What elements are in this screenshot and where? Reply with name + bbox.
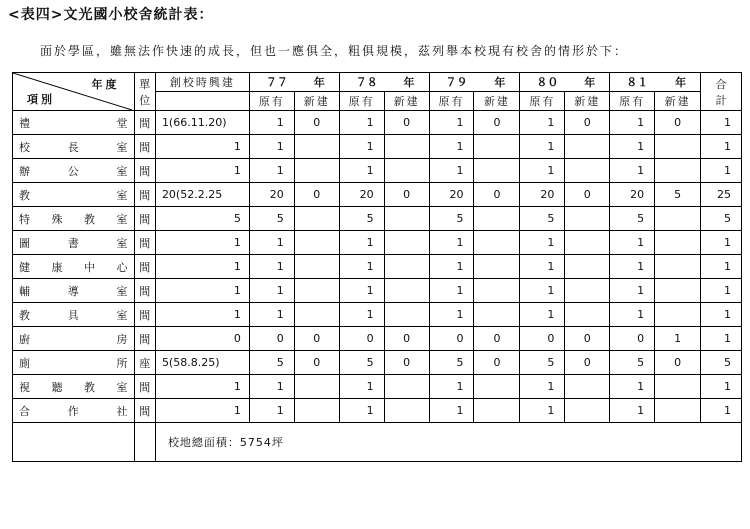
new-cell [294,303,339,327]
new-cell [565,207,610,231]
new-cell [294,279,339,303]
unit-cell: 間 [134,279,155,303]
total-cell: 25 [701,183,742,207]
row-label: 輔 導 室 [13,279,135,303]
unit-cell: 間 [134,255,155,279]
year-header-78: ７８ 年 [339,73,429,92]
new-cell [655,255,701,279]
site-area-spacer [134,423,155,462]
existing-cell: 1 [339,231,384,255]
intro-paragraph: 面於學區，雖無法作快速的成長，但也一應俱全，粗俱規模，茲列舉本校現有校舍的情形於下： [40,44,629,58]
existing-cell: 1 [610,303,655,327]
new-cell [384,231,429,255]
new-cell: 0 [655,111,701,135]
existing-cell: 1 [429,111,474,135]
table-row [13,303,742,327]
new-cell [474,303,520,327]
new-cell [655,135,701,159]
row-label: 特 殊 教 室 [13,207,135,231]
new-cell [565,303,610,327]
unit-cell: 間 [134,135,155,159]
founding-cell: 0 [155,327,249,351]
existing-cell: 1 [339,399,384,423]
new-cell [565,231,610,255]
existing-cell: 1 [339,111,384,135]
existing-cell: 0 [429,327,474,351]
new-cell: 0 [384,183,429,207]
existing-cell: 1 [610,279,655,303]
new-cell [474,255,520,279]
existing-cell: 1 [520,135,565,159]
existing-cell: 1 [429,255,474,279]
founding-cell: 5 [155,207,249,231]
sub-existing: 原有 [610,92,655,111]
corner-header [13,73,135,111]
sub-existing: 原有 [249,92,294,111]
row-label: 健 康 中 心 [13,255,135,279]
new-cell: 5 [655,183,701,207]
existing-cell: 1 [339,159,384,183]
new-cell [294,231,339,255]
building-stats-table [12,72,742,462]
founding-sub-empty [155,92,249,111]
existing-cell: 1 [429,135,474,159]
existing-cell: 1 [249,303,294,327]
existing-cell: 5 [339,207,384,231]
unit-cell: 間 [134,159,155,183]
new-cell [655,399,701,423]
total-cell: 1 [701,255,742,279]
existing-cell: 5 [610,351,655,375]
new-cell: 0 [474,183,520,207]
new-cell [474,399,520,423]
existing-cell: 5 [429,351,474,375]
sub-new: 新建 [474,92,520,111]
sub-new: 新建 [565,92,610,111]
new-cell [655,375,701,399]
existing-cell: 0 [520,327,565,351]
unit-cell: 間 [134,327,155,351]
sub-new: 新建 [384,92,429,111]
existing-cell: 1 [249,279,294,303]
new-cell: 0 [655,351,701,375]
row-label: 教 室 [13,183,135,207]
founding-header: 創校時興建 [155,73,249,92]
existing-cell: 5 [520,351,565,375]
existing-cell: 1 [249,375,294,399]
founding-cell: 20(52.2.25 [155,183,249,207]
founding-cell: 1(66.11.20) [155,111,249,135]
existing-cell: 1 [610,399,655,423]
unit-cell: 座 [134,351,155,375]
site-area-spacer [13,423,135,462]
new-cell: 0 [384,327,429,351]
table-row [13,111,742,135]
new-cell: 0 [294,327,339,351]
existing-cell: 1 [520,159,565,183]
founding-cell: 1 [155,159,249,183]
table-body [13,111,742,423]
new-cell [474,279,520,303]
row-label: 圖 書 室 [13,231,135,255]
existing-cell: 20 [610,183,655,207]
row-label: 校 長 室 [13,135,135,159]
existing-cell: 1 [339,255,384,279]
new-cell [474,375,520,399]
new-cell [655,207,701,231]
existing-cell: 1 [429,375,474,399]
table-row [13,183,742,207]
new-cell [474,135,520,159]
document-title: <表四>文光國小校舍統計表： [8,7,214,23]
new-cell [565,399,610,423]
new-cell [294,135,339,159]
new-cell [565,375,610,399]
table-row [13,207,742,231]
existing-cell: 5 [339,351,384,375]
unit-cell: 間 [134,303,155,327]
founding-cell: 5(58.8.25) [155,351,249,375]
new-cell: 0 [565,111,610,135]
existing-cell: 1 [610,231,655,255]
existing-cell: 1 [339,279,384,303]
sub-new: 新建 [655,92,701,111]
existing-cell: 1 [520,255,565,279]
existing-cell: 1 [429,279,474,303]
new-cell [384,159,429,183]
existing-cell: 1 [610,159,655,183]
existing-cell: 1 [339,375,384,399]
total-cell: 1 [701,135,742,159]
new-cell [384,255,429,279]
unit-cell: 間 [134,231,155,255]
existing-cell: 20 [429,183,474,207]
sub-existing: 原有 [339,92,384,111]
existing-cell: 5 [520,207,565,231]
existing-cell: 0 [249,327,294,351]
new-cell: 0 [474,327,520,351]
table-row [13,375,742,399]
unit-cell: 間 [134,399,155,423]
existing-cell: 1 [339,303,384,327]
row-label: 廚 房 [13,327,135,351]
table-row [13,279,742,303]
existing-cell: 1 [249,135,294,159]
total-cell: 1 [701,375,742,399]
new-cell [655,279,701,303]
sub-existing: 原有 [520,92,565,111]
existing-cell: 20 [339,183,384,207]
new-cell [384,207,429,231]
new-cell [294,399,339,423]
existing-cell: 1 [520,399,565,423]
new-cell: 0 [565,183,610,207]
existing-cell: 1 [249,231,294,255]
new-cell [474,159,520,183]
new-cell: 0 [565,351,610,375]
existing-cell: 1 [610,375,655,399]
existing-cell: 5 [429,207,474,231]
existing-cell: 1 [249,111,294,135]
new-cell [384,135,429,159]
existing-cell: 1 [610,255,655,279]
year-header-81: ８１ 年 [610,73,701,92]
sub-new: 新建 [294,92,339,111]
table-row [13,327,742,351]
table-row [13,351,742,375]
total-cell: 1 [701,111,742,135]
year-header-label: 年度 [91,78,120,91]
total-cell: 1 [701,231,742,255]
header-row-years [13,73,742,92]
row-label: 教 具 室 [13,303,135,327]
existing-cell: 1 [429,159,474,183]
new-cell [565,279,610,303]
new-cell: 0 [294,183,339,207]
unit-header: 單 位 [134,73,155,111]
new-cell: 0 [294,111,339,135]
founding-cell: 1 [155,399,249,423]
item-header-label: 項別 [27,93,55,106]
existing-cell: 5 [249,207,294,231]
unit-cell: 間 [134,111,155,135]
row-label: 廁 所 [13,351,135,375]
existing-cell: 20 [249,183,294,207]
new-cell [384,279,429,303]
founding-cell: 1 [155,279,249,303]
existing-cell: 1 [429,231,474,255]
table-row [13,135,742,159]
total-cell: 1 [701,327,742,351]
new-cell [655,231,701,255]
existing-cell: 0 [339,327,384,351]
unit-cell: 間 [134,375,155,399]
site-area-row [13,423,742,462]
existing-cell: 1 [520,303,565,327]
unit-cell: 間 [134,207,155,231]
existing-cell: 0 [610,327,655,351]
existing-cell: 1 [429,399,474,423]
new-cell: 0 [565,327,610,351]
founding-cell: 1 [155,231,249,255]
founding-cell: 1 [155,303,249,327]
new-cell: 1 [655,327,701,351]
year-header-80: ８０ 年 [520,73,610,92]
existing-cell: 1 [520,279,565,303]
site-area-text: 校地總面積：5754坪 [155,423,741,462]
new-cell: 0 [474,351,520,375]
founding-cell: 1 [155,135,249,159]
existing-cell: 5 [610,207,655,231]
table-row [13,255,742,279]
year-header-77: ７７ 年 [249,73,339,92]
new-cell [655,303,701,327]
row-label: 合 作 社 [13,399,135,423]
new-cell [294,375,339,399]
existing-cell: 1 [249,399,294,423]
total-cell: 5 [701,207,742,231]
new-cell [474,231,520,255]
existing-cell: 1 [610,111,655,135]
existing-cell: 5 [249,351,294,375]
total-cell: 1 [701,303,742,327]
existing-cell: 1 [249,159,294,183]
existing-cell: 1 [520,231,565,255]
total-cell: 1 [701,159,742,183]
new-cell [384,303,429,327]
new-cell [474,207,520,231]
new-cell [294,207,339,231]
existing-cell: 20 [520,183,565,207]
existing-cell: 1 [429,303,474,327]
table-row [13,399,742,423]
existing-cell: 1 [339,135,384,159]
existing-cell: 1 [610,135,655,159]
founding-cell: 1 [155,375,249,399]
table-row [13,231,742,255]
year-header-79: ７９ 年 [429,73,520,92]
table-row [13,159,742,183]
new-cell [384,375,429,399]
new-cell [565,135,610,159]
existing-cell: 1 [249,255,294,279]
existing-cell: 1 [520,375,565,399]
total-cell: 1 [701,279,742,303]
new-cell [565,255,610,279]
row-label: 視 聽 教 室 [13,375,135,399]
unit-cell: 間 [134,183,155,207]
new-cell: 0 [294,351,339,375]
new-cell [294,159,339,183]
new-cell [565,159,610,183]
founding-cell: 1 [155,255,249,279]
row-label: 禮 堂 [13,111,135,135]
new-cell: 0 [474,111,520,135]
new-cell [655,159,701,183]
total-cell: 5 [701,351,742,375]
new-cell: 0 [384,111,429,135]
new-cell [384,399,429,423]
total-cell: 1 [701,399,742,423]
row-label: 辦 公 室 [13,159,135,183]
existing-cell: 1 [520,111,565,135]
new-cell: 0 [384,351,429,375]
sub-existing: 原有 [429,92,474,111]
new-cell [294,255,339,279]
total-header: 合 計 [701,73,742,111]
